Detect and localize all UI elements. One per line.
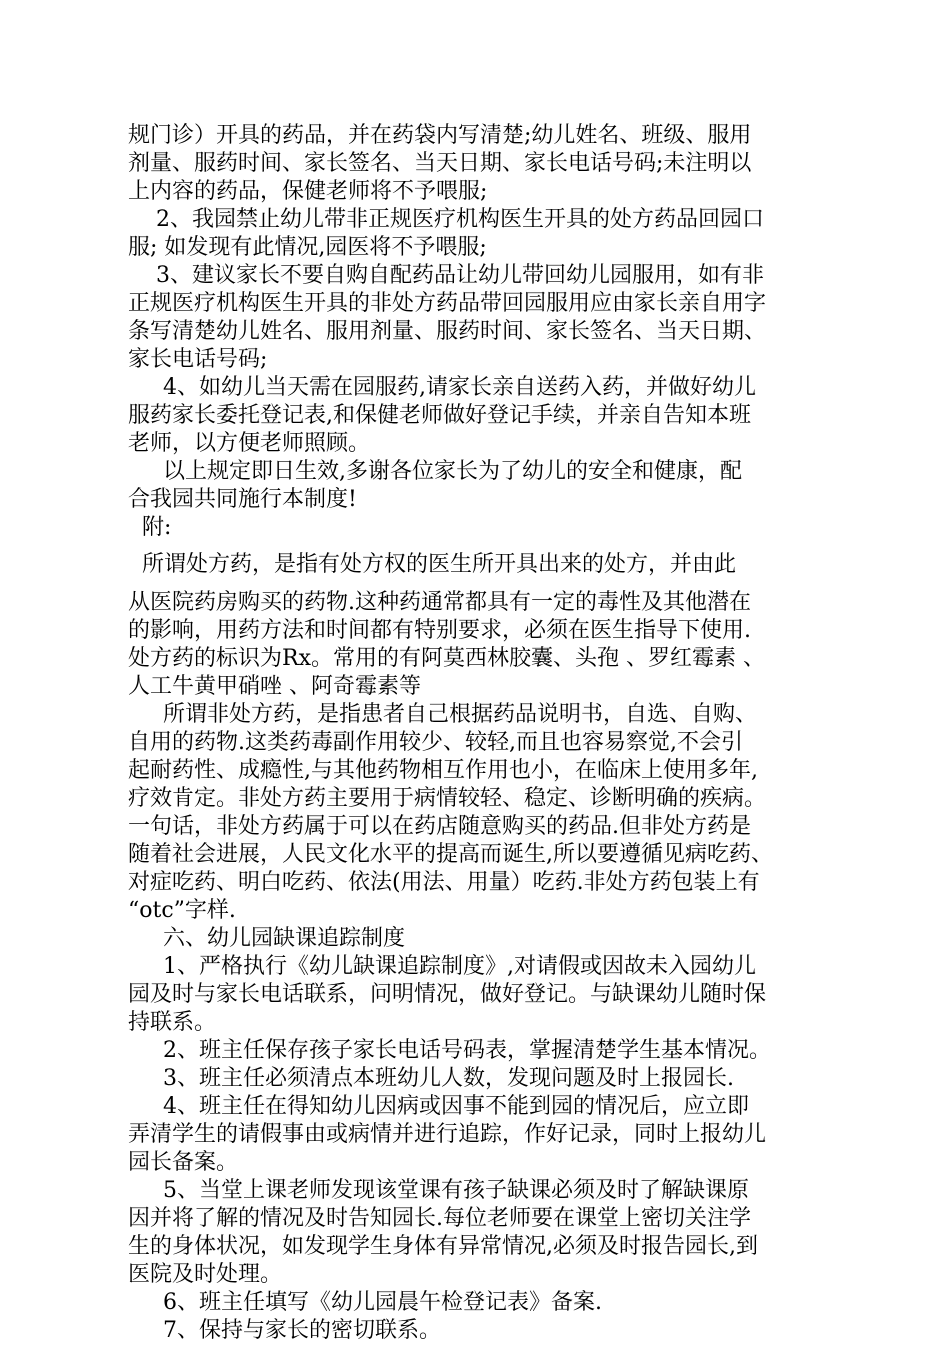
text-line: 人工牛黄甲硝唑 、阿奇霉素等: [128, 674, 421, 699]
text-line: 服; 如发现有此情况,园医将不予喂服;: [128, 235, 487, 260]
text-line: 疗效肯定。非处方药主要用于病情较轻、稳定、诊断明确的疾病。: [128, 786, 767, 811]
text-line: 园长备案。: [128, 1150, 239, 1175]
text-line: 的影响，用药方法和时间都有特别要求，必须在医生指导下使用.: [128, 618, 751, 643]
text-line: 合我园共同施行本制度!: [128, 487, 357, 512]
text-line: 剂量、服药时间、家长签名、当天日期、家长电话号码;未注明以: [128, 151, 752, 176]
text-line: 弄清学生的请假事由或病情并进行追踪，作好记录，同时上报幼儿: [128, 1122, 767, 1147]
text-line: 2、班主任保存孩子家长电话号码表，掌握清楚学生基本情况。: [128, 1038, 771, 1063]
text-line: 5、当堂上课老师发现该堂课有孩子缺课必须及时了解缺课原: [128, 1178, 749, 1203]
text-line: 自用的药物.这类药毒副作用较少、较轻,而且也容易察觉,不会引: [128, 730, 743, 755]
text-line: 3、建议家长不要自购自配药品让幼儿带回幼儿园服用，如有非: [128, 263, 764, 288]
text-line: 处方药的标识为Rx。常用的有阿莫西林胶囊、头孢 、罗红霉素 、: [128, 646, 765, 671]
text-line: 7、保持与家长的密切联系。: [128, 1318, 441, 1343]
text-line: 以上规定即日生效,多谢各位家长为了幼儿的安全和健康，配: [128, 459, 742, 484]
text-line: 一句话，非处方药属于可以在药店随意购买的药品.但非处方药是: [128, 814, 751, 839]
text-line: 对症吃药、明白吃药、依法(用法、用量）吃药.非处方药包装上有: [128, 870, 760, 895]
text-line: “otc”字样.: [128, 898, 236, 923]
text-line: 所谓非处方药，是指患者自己根据药品说明书，自选、自购、: [128, 702, 757, 727]
text-line: 3、班主任必须清点本班幼儿人数，发现问题及时上报园长.: [128, 1066, 734, 1091]
text-line: 规门诊）开具的药品，并在药袋内写清楚;幼儿姓名、班级、服用: [128, 123, 752, 148]
text-line: 随着社会进展，人民文化水平的提高而诞生,所以要遵循见病吃药、: [128, 842, 773, 867]
text-line: 所谓处方药，是指有处方权的医生所开具出来的处方，并由此: [128, 552, 736, 577]
text-line: 2、我园禁止幼儿带非正规医疗机构医生开具的处方药品回园口: [128, 207, 764, 232]
text-line: 老师，以方便老师照顾。: [128, 431, 371, 456]
text-line: 生的身体状况，如发现学生身体有异常情况,必须及时报告园长,到: [128, 1234, 758, 1259]
text-line: 家长电话号码;: [128, 347, 268, 372]
text-line: 六、幼儿园缺课追踪制度: [128, 926, 405, 951]
text-line: 附:: [128, 515, 172, 540]
text-line: 1、严格执行《幼儿缺课追踪制度》,对请假或因故未入园幼儿: [128, 954, 756, 979]
text-line: 持联系。: [128, 1010, 217, 1035]
text-line: 上内容的药品，保健老师将不予喂服;: [128, 179, 488, 204]
text-line: 从医院药房购买的药物.这种药通常都具有一定的毒性及其他潜在: [128, 590, 751, 615]
text-line: 4、班主任在得知幼儿因病或因事不能到园的情况后，应立即: [128, 1094, 749, 1119]
text-line: 起耐药性、成瘾性,与其他药物相互作用也小，在临床上使用多年,: [128, 758, 758, 783]
text-line: 6、班主任填写《幼儿园晨午检登记表》备案.: [128, 1290, 602, 1315]
text-line: 条写清楚幼儿姓名、服用剂量、服药时间、家长签名、当天日期、: [128, 319, 767, 344]
text-line: 因并将了解的情况及时告知园长.每位老师要在课堂上密切关注学: [128, 1206, 751, 1231]
text-line: 4、如幼儿当天需在园服药,请家长亲自送药入药，并做好幼儿: [128, 375, 756, 400]
text-line: 正规医疗机构医生开具的非处方药品带回园服用应由家长亲自用字: [128, 291, 767, 316]
text-line: 服药家长委托登记表,和保健老师做好登记手续，并亲自告知本班: [128, 403, 751, 428]
text-line: 医院及时处理。: [128, 1262, 283, 1287]
text-line: 园及时与家长电话联系，问明情况，做好登记。与缺课幼儿随时保: [128, 982, 767, 1007]
